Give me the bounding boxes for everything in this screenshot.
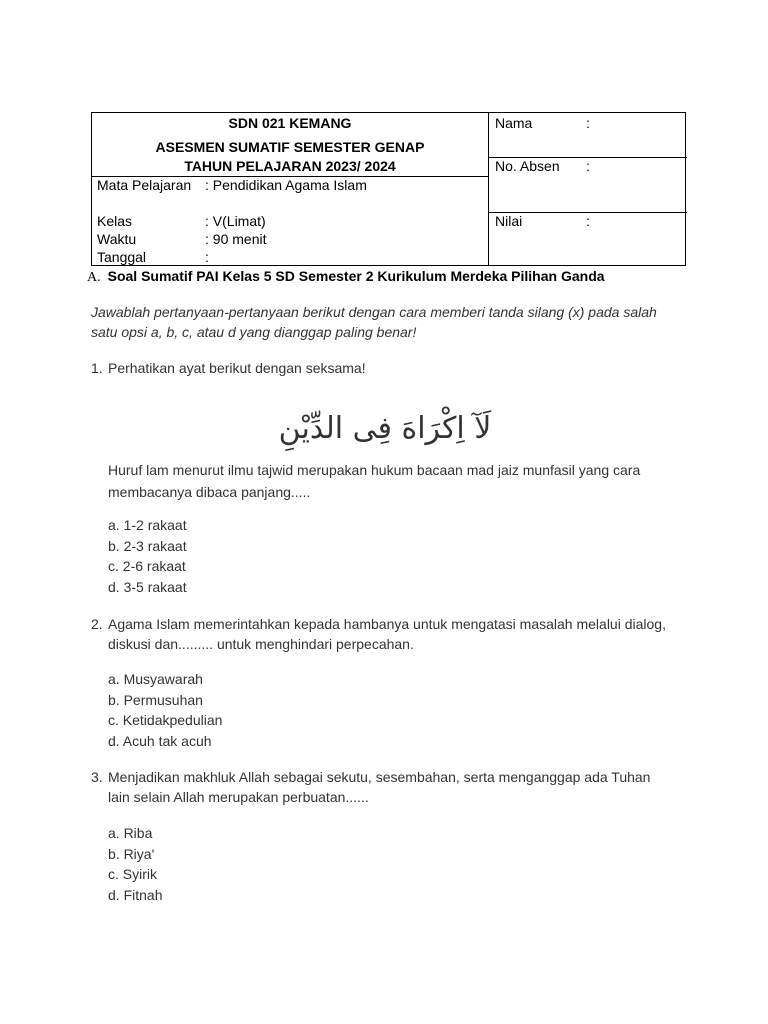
option-a[interactable]: a. Riba: [108, 825, 153, 841]
subject-value: : Pendidikan Agama Islam: [205, 177, 367, 193]
question-1: [91, 358, 668, 378]
exam-year: TAHUN PELAJARAN 2023/ 2024: [184, 158, 396, 174]
time-label: Waktu: [97, 231, 137, 247]
question-1-options: [108, 515, 187, 597]
absen-field: :: [586, 158, 590, 174]
question-1-detail: Huruf lam menurut ilmu tajwid merupakan hukum bacaan mad jaiz munfasil yang cara membacanya dibaca panjang.....: [108, 462, 641, 500]
class-value: : V(Limat): [205, 213, 266, 229]
arabic-verse-image: [278, 394, 492, 456]
table-divider: [488, 113, 489, 265]
section-letter: A.: [87, 270, 101, 285]
school-name: SDN 021 KEMANG: [228, 115, 352, 131]
question-number: 2.: [91, 616, 103, 632]
subject-label: Mata Pelajaran: [97, 177, 192, 193]
option-d[interactable]: d. Acuh tak acuh: [108, 732, 212, 749]
option-b[interactable]: b. Permusuhan: [108, 691, 203, 708]
class-label: Kelas: [97, 213, 133, 229]
question-3: [91, 767, 668, 807]
question-2-options: [108, 669, 222, 751]
date-value: :: [205, 249, 209, 265]
arabic-verse-text: لَآ اِكْرَاهَ فِى الدِّيْنِ: [278, 411, 492, 446]
option-a[interactable]: a. Musyawarah: [108, 671, 203, 687]
section-heading: [87, 268, 605, 286]
question-2: [91, 614, 668, 654]
option-b[interactable]: b. Riya': [108, 845, 155, 862]
section-title: Soal Sumatif PAI Kelas 5 SD Semester 2 Kurikulum Merdeka Pilihan Ganda: [107, 268, 605, 284]
time-value: : 90 menit: [205, 231, 267, 247]
header-table: [91, 112, 686, 266]
exam-title: ASESMEN SUMATIF SEMESTER GENAP: [155, 139, 425, 155]
absen-label: No. Absen: [495, 158, 560, 174]
option-c[interactable]: c. Ketidakpedulian: [108, 712, 223, 729]
score-field: :: [586, 213, 590, 229]
option-c[interactable]: c. Syirik: [108, 866, 157, 883]
question-text: Menjadikan makhluk Allah sebagai sekutu, sesembahan, serta menganggap ada Tuhan lain selain Allah merupakan perbuatan......: [108, 769, 651, 805]
option-d[interactable]: d. 3-5 rakaat: [108, 578, 187, 595]
name-label: Nama: [495, 115, 533, 131]
question-number: 1.: [91, 360, 103, 376]
question-text: Perhatikan ayat berikut dengan seksama!: [108, 360, 366, 376]
name-field: :: [586, 115, 590, 131]
question-3-options: [108, 823, 162, 905]
option-c[interactable]: c. 2-6 rakaat: [108, 558, 186, 575]
date-label: Tanggal: [97, 249, 147, 265]
option-a[interactable]: a. 1-2 rakaat: [108, 517, 187, 533]
option-d[interactable]: d. Fitnah: [108, 886, 163, 903]
score-label: Nilai: [495, 213, 523, 229]
question-text: Agama Islam memerintahkan kepada hambanya untuk mengatasi masalah melalui dialog, diskusi dan......... untuk menghindari perpecahan.: [108, 616, 666, 652]
instruction-text: Jawablah pertanyaan-pertanyaan berikut dengan cara memberi tanda silang (x) pada salah satu opsi a, b, c, atau d yang dianggap paling benar!: [91, 304, 657, 340]
question-number: 3.: [91, 769, 103, 785]
option-b[interactable]: b. 2-3 rakaat: [108, 537, 187, 554]
